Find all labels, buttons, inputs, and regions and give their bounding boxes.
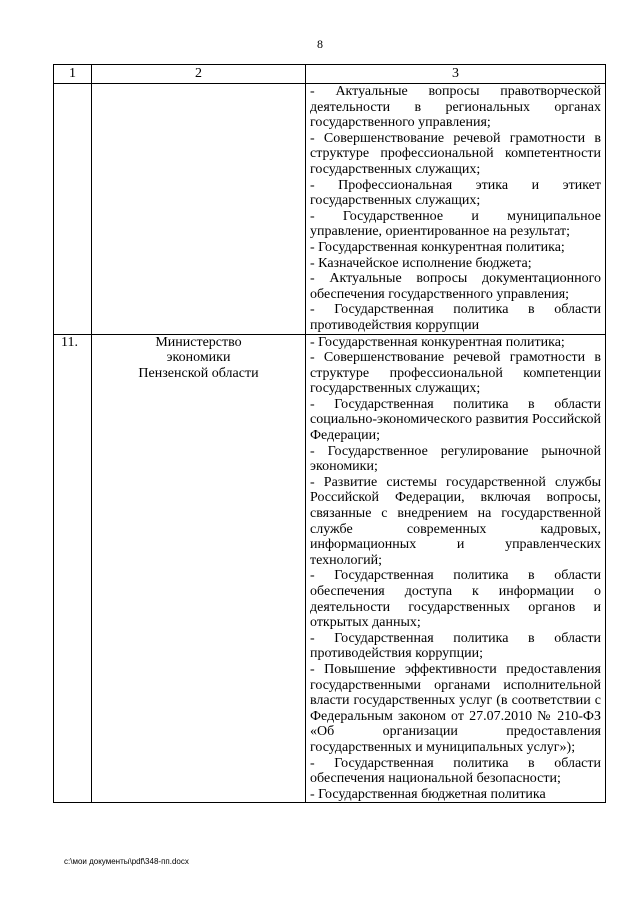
topic-item: - Актуальные вопросы документационного обеспечения государственного управления; [310,271,601,302]
file-path-footer: c:\мои документы\pdf\348-пп.docx [64,857,189,866]
topic-item: - Государственная конкурентная политика; [310,239,565,255]
topic-item: - Государственное и муниципальное управление, ориентированное на результат; [310,208,601,240]
topic-item: - Развитие системы государственной службы Российской Федерации, включая вопросы, связанные с внедрением на государственной службе современных кадровых, информационных и управленческих технологий; [310,474,601,568]
topics-cell [306,84,606,335]
column-header-2: 2 [92,65,306,84]
topic-item: - Совершенствование речевой грамотности в структуре профессиональной компетенции государственных служащих; [310,350,601,397]
topic-item: - Государственная политика в области противодействия коррупции; [310,630,601,662]
topic-item: - Государственная политика в области обеспечения доступа к информации о деятельности государственных органов и открытых данных; [310,568,601,631]
column-header-1: 1 [54,65,92,84]
topic-item: - Казначейское исполнение бюджета; [310,255,532,271]
topic-item: - Государственное регулирование рыночной экономики; [310,443,601,475]
column-header-3: 3 [306,65,606,84]
organization-cell [92,84,306,335]
topic-item: - Государственная конкурентная политика; [310,334,565,350]
organization-cell [92,334,306,803]
topic-item: - Профессиональная этика и этикет государственных служащих; [310,177,601,209]
table-row [54,84,606,335]
row-number [54,84,92,335]
topic-item: - Государственная бюджетная политика [310,786,546,802]
organization-name-line: экономики [166,350,231,366]
organization-name-line: Министерство [155,334,242,350]
page-number: 8 [317,37,323,51]
table-row [54,334,606,803]
topic-item: - Государственная политика в области социально-экономического развития Российской Федерации; [310,396,601,444]
organization-name-line: Пензенской области [138,365,259,381]
topic-item: - Совершенствование речевой грамотности в структуре профессиональной компетентности государственных служащих; [310,130,601,177]
topic-item: - Повышение эффективности предоставления государственными органами исполнительной власти государственных услуг (в соответствии с Федеральным законом от 27.07.2010 № 210-ФЗ «Об организации предоставления государственных и муниципальных услуг»); [310,661,601,755]
training-topics-table [53,64,606,803]
topics-cell [306,334,606,803]
table-header-row [54,65,606,84]
row-number: 11. [54,334,92,803]
topic-item: - Государственная политика в области противодействия коррупции [310,302,601,333]
topic-item: - Актуальные вопросы правотворческой деятельности в региональных органах государственного управления; [310,84,601,131]
topic-item: - Государственная политика в области обеспечения национальной безопасности; [310,755,601,787]
